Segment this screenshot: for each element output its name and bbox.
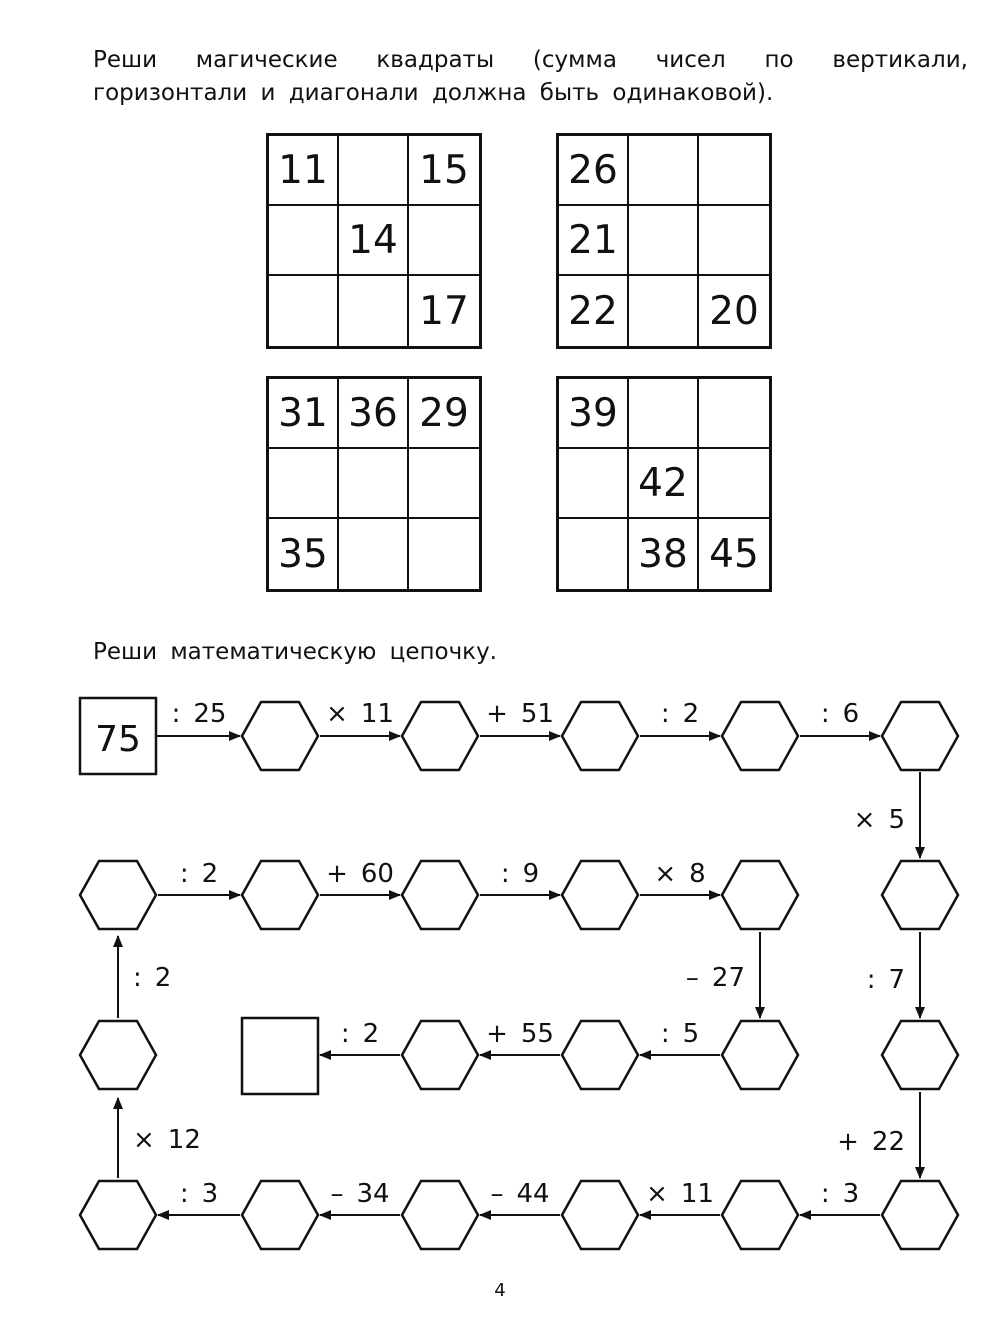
magic-cell[interactable]: 20 — [709, 288, 759, 334]
magic-cell[interactable]: 45 — [709, 531, 759, 577]
chain-hexagon[interactable] — [80, 861, 156, 929]
page-number: 4 — [494, 1280, 506, 1301]
chain-hexagon[interactable] — [242, 702, 318, 770]
chain-hexagon[interactable] — [80, 1021, 156, 1089]
chain-operation: – 34 — [330, 1179, 390, 1209]
chain-operation: + 55 — [486, 1019, 554, 1049]
chain-operation: : 3 — [820, 1179, 860, 1209]
chain-hexagon[interactable] — [722, 1021, 798, 1089]
magic-cell[interactable]: 15 — [409, 136, 479, 206]
chain-answer-box[interactable] — [242, 1018, 318, 1094]
chain-hexagon[interactable] — [722, 1181, 798, 1249]
magic-cell[interactable]: 36 — [339, 379, 409, 449]
chain-hexagon[interactable] — [882, 861, 958, 929]
chain-hexagon[interactable] — [402, 1181, 478, 1249]
magic-cell[interactable]: 22 — [559, 276, 629, 346]
magic-cell[interactable]: 39 — [559, 379, 629, 449]
chain-hexagon[interactable] — [882, 1021, 958, 1089]
chain-operation: : 2 — [179, 859, 219, 889]
chain-operation: : 7 — [866, 965, 905, 995]
chain-operation: : 2 — [660, 699, 700, 729]
chain-start-value: 75 — [95, 719, 141, 760]
chain-hexagon[interactable] — [242, 861, 318, 929]
magic-cell[interactable]: 14 — [339, 206, 409, 276]
chain-operation: + 22 — [837, 1127, 905, 1157]
chain-hexagon[interactable] — [562, 702, 638, 770]
chain-operation: – 27 — [685, 963, 745, 993]
chain-hexagon[interactable] — [402, 861, 478, 929]
magic-cell[interactable]: 31 — [269, 379, 339, 449]
chain-operation: + 51 — [486, 699, 554, 729]
chain-operation: × 12 — [133, 1125, 201, 1155]
chain-hexagon[interactable] — [242, 1181, 318, 1249]
chain-operation: : 3 — [179, 1179, 219, 1209]
chain-hexagon[interactable] — [882, 1181, 958, 1249]
chain-hexagon[interactable] — [402, 1021, 478, 1089]
chain-operation: – 44 — [490, 1179, 550, 1209]
chain-operation: × 11 — [646, 1179, 714, 1209]
chain-operation: + 60 — [326, 859, 394, 889]
chain-hexagon[interactable] — [562, 861, 638, 929]
magic-cell[interactable]: 38 — [629, 519, 699, 589]
chain-hexagon[interactable] — [722, 861, 798, 929]
chain-hexagon[interactable] — [882, 702, 958, 770]
chain-hexagon[interactable] — [562, 1021, 638, 1089]
instruction-magic-squares: Реши магические квадраты (сумма чисел по вертикали, горизонтали и диагонали должна быть одинаковой). — [93, 47, 968, 106]
magic-cell[interactable]: 21 — [559, 206, 629, 276]
magic-cell[interactable]: 35 — [269, 519, 339, 589]
chain-hexagon[interactable] — [80, 1181, 156, 1249]
chain-operation: : 6 — [820, 699, 860, 729]
chain-hexagon[interactable] — [402, 702, 478, 770]
chain-operation: × 8 — [654, 859, 706, 889]
magic-cell[interactable]: 26 — [559, 136, 629, 206]
chain-operation: × 11 — [326, 699, 394, 729]
instruction-chain: Реши математическую цепочку. — [93, 639, 497, 665]
chain-hexagon[interactable] — [722, 702, 798, 770]
magic-cell[interactable]: 17 — [419, 288, 469, 334]
magic-cell[interactable]: 42 — [629, 449, 699, 519]
magic-cell[interactable]: 29 — [409, 379, 479, 449]
chain-hexagon[interactable] — [562, 1181, 638, 1249]
chain-operation: × 5 — [853, 805, 905, 835]
chain-operation: : 2 — [340, 1019, 380, 1049]
chain-operation: : 5 — [660, 1019, 700, 1049]
chain-operation: : 25 — [171, 699, 227, 729]
chain-operation: : 9 — [500, 859, 540, 889]
magic-cell[interactable]: 11 — [269, 136, 339, 206]
chain-operation: : 2 — [133, 963, 172, 993]
